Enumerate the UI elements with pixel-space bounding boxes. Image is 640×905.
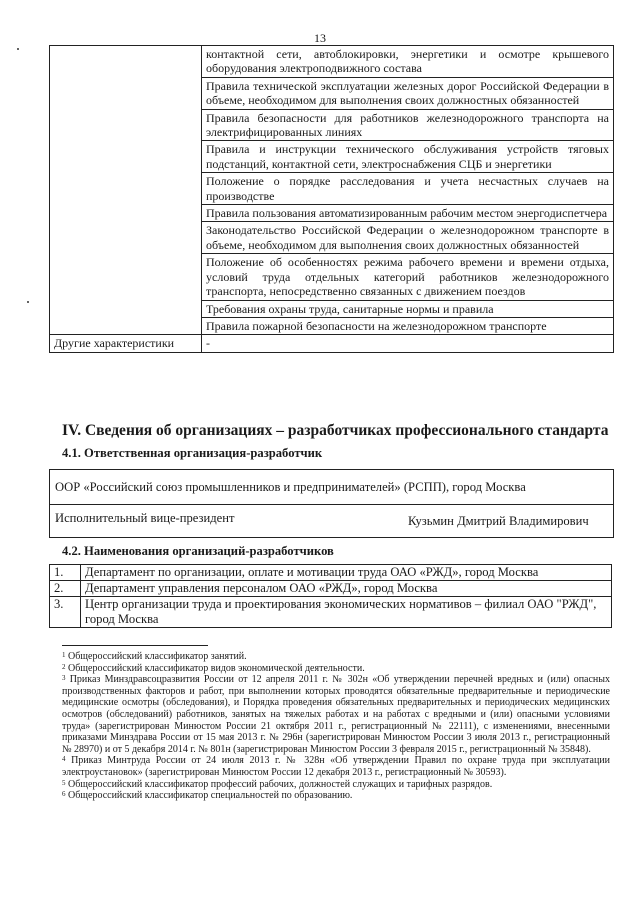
- table-row: [50, 565, 612, 581]
- developer-number: 3.: [50, 597, 81, 628]
- other-characteristics-label: Другие характеристики: [50, 335, 202, 352]
- requirement-item: Требования охраны труда, санитарные нормы и правила: [202, 300, 614, 317]
- footnote: [62, 663, 610, 675]
- developer-name: Центр организации труда и проектирования экономических нормативов – филиал ОАО "РЖД", город Москва: [81, 597, 612, 628]
- developer-number: 2.: [50, 581, 81, 597]
- requirement-item: Законодательство Российской Федерации о железнодорожном транспорте в объеме, необходимом для выполнения своих должностных обязанностей: [202, 222, 614, 254]
- requirement-item: Положение о порядке расследования и учета несчастных случаев на производстве: [202, 173, 614, 205]
- requirement-item: Правила и инструкции технического обслуживания устройств тяговых подстанций, контактной сети, электроснабжения СЦБ и энергетики: [202, 141, 614, 173]
- footnote-mark: 2: [62, 662, 66, 671]
- page-number: 13: [314, 31, 326, 45]
- table-row: [50, 597, 612, 628]
- footnote-mark: 3: [62, 674, 66, 683]
- representative-name: Кузьмин Дмитрий Владимирович: [408, 514, 589, 528]
- requirement-item: контактной сети, автоблокировки, энергетики и осмотре крышевого оборудования электроподвижного состава: [202, 46, 614, 78]
- representative-role: Исполнительный вице-президент: [55, 511, 235, 525]
- scan-dot: [17, 48, 19, 50]
- responsible-org-box: [49, 469, 614, 505]
- scan-dot: [27, 301, 29, 303]
- representative-box: [49, 503, 614, 538]
- footnote-text: Общероссийский классификатор специальностей по образованию.: [68, 790, 353, 802]
- footnote-text: Общероссийский классификатор занятий.: [68, 651, 247, 662]
- responsible-org-name: ООР «Российский союз промышленников и предпринимателей» (РСПП), город Москва: [55, 480, 526, 494]
- footnote-text: Общероссийский классификатор видов экономической деятельности.: [68, 662, 365, 674]
- other-characteristics-value: -: [202, 335, 614, 352]
- table-row: [50, 335, 614, 352]
- developer-name: Департамент по организации, оплате и мотивации труда ОАО «РЖД», город Москва: [81, 565, 612, 581]
- footnote-mark: 4: [62, 755, 66, 764]
- table-row: [50, 581, 612, 597]
- footnote: [62, 651, 610, 663]
- footnote-separator: [62, 645, 208, 646]
- developer-number: 1.: [50, 565, 81, 581]
- footnote: [62, 674, 610, 755]
- footnote-mark: 6: [62, 790, 66, 799]
- requirement-item: Правила технической эксплуатации железных дорог Российской Федерации в объеме, необходимом для выполнения своих должностных обязанностей: [202, 77, 614, 109]
- developer-name: Департамент управления персоналом ОАО «РЖД», город Москва: [81, 581, 612, 597]
- requirement-item: Правила пользования автоматизированным рабочим местом энергодиспетчера: [202, 205, 614, 222]
- requirement-item: Правила безопасности для работников железнодорожного транспорта на электрифицированных линиях: [202, 109, 614, 141]
- section-heading: IV. Сведения об организациях – разработчиках профессионального стандарта: [62, 422, 609, 439]
- requirement-item: Правила пожарной безопасности на железнодорожном транспорте: [202, 317, 614, 334]
- footnote-text: Приказ Минтруда России от 24 июля 2013 г. № 328н «Об утверждении Правил по охране труда при эксплуатации электроустановок» (зарегистрирован Минюстом России 12 декабря 2013 г., регистрационный № 30593).: [62, 755, 610, 778]
- footnotes: [62, 651, 610, 802]
- requirement-item: Положение об особенностях режима рабочего времени и времени отдыха, условий труда отдельных категорий работников железнодорожного транспорта, непосредственно связанных с движением поездов: [202, 254, 614, 300]
- footnote: [62, 779, 610, 791]
- footnote: [62, 755, 610, 778]
- developers-table: [49, 564, 612, 628]
- label-cell-empty: [50, 46, 202, 335]
- footnote: [62, 790, 610, 802]
- footnote-text: Общероссийский классификатор профессий рабочих, должностей служащих и тарифных разрядов.: [68, 778, 493, 790]
- subsection-heading-4-2: 4.2. Наименования организаций-разработчиков: [62, 544, 334, 558]
- footnote-mark: 1: [62, 651, 66, 659]
- footnote-mark: 5: [62, 778, 66, 787]
- subsection-heading-4-1: 4.1. Ответственная организация-разработчик: [62, 446, 323, 460]
- footnote-text: Приказ Минздравсоцразвития России от 12 апреля 2011 г. № 302н «Об утверждении перечней вредных и (или) опасных производственных факторов и работ, при выполнении которых проводятся обязательные предварительные и периодические медицинские осмотры (обследования), и Порядка проведения обязательных предварительных и периодических медицинских осмотров (обследований) работников, занятых на тяжелых работах и на работах с вредными и (или) опасными условиями труда» (зарегистрирован Минюстом России 21 октября 2011 г., регистрационный № 22111), с изменениями, внесенными приказами Минздрава России от 15 мая 2013 г. № 296н (зарегистрирован Минюстом России 3 июля 2013 г., регистрационный № 28970) и от 5 декабря 2014 г. № 801н (зарегистрирован Минюстом России 3 февраля 2015 г., регистрационный № 35848).: [62, 674, 610, 755]
- table-row: [50, 46, 614, 78]
- requirements-table: [49, 45, 614, 353]
